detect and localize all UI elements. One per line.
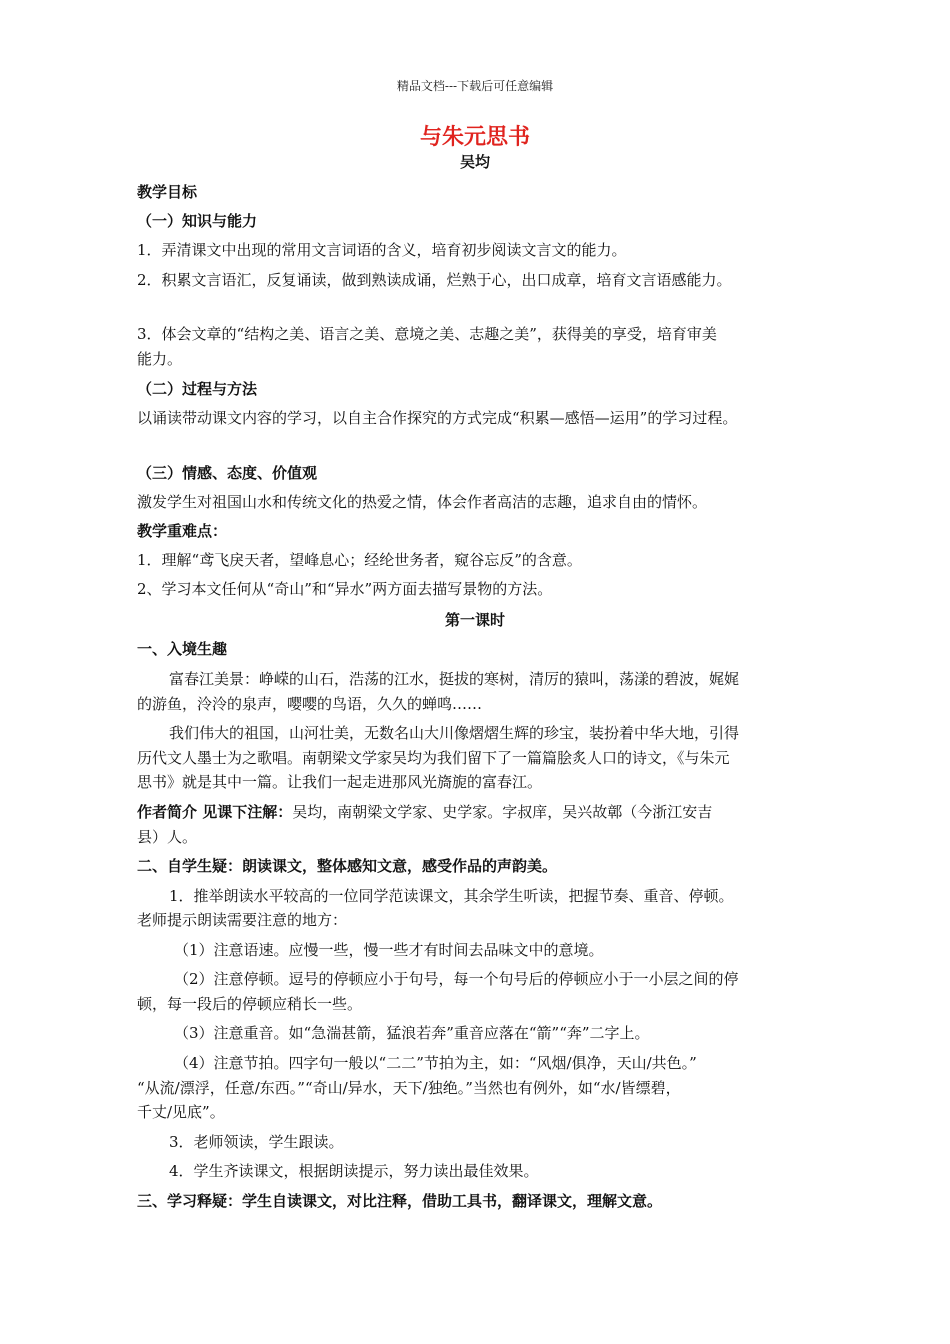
paragraph-line: 2．积累文言语汇，反复诵读，做到熟读成诵，烂熟于心，出口成章，培育文言语感能力。 xyxy=(137,271,732,289)
paragraph-line: （2）注意停顿。逗号的停顿应小于句号，每一个句号后的停顿应小于一小层之间的停 xyxy=(174,970,739,988)
author-intro-line xyxy=(137,801,817,823)
author-intro-text: 吴均，南朝梁文学家、史学家。字叔庠，吴兴故鄣（今浙江安吉 xyxy=(292,803,713,821)
paragraph-line: 顿，每一段后的停顿应稍长一些。 xyxy=(137,995,363,1013)
paragraph-line: （3）注意重音。如“急湍甚箭，猛浪若奔”重音应落在“箭”“奔”二字上。 xyxy=(174,1024,650,1042)
paragraph-line: 1．推举朗读水平较高的一位同学范读课文，其余学生听读，把握节奏、重音、停顿。 xyxy=(169,887,734,905)
paragraph-line: 1．理解“鸢飞戾天者，望峰息心；经纶世务者，窥谷忘反”的含意。 xyxy=(137,551,582,569)
paragraph-line: 县）人。 xyxy=(137,828,198,846)
page-header: 精品文档---下载后可任意编辑 xyxy=(396,79,554,93)
section-heading: 教学目标 xyxy=(137,183,198,201)
paragraph-line: 老师提示朗读需要注意的地方： xyxy=(137,911,348,929)
paragraph-line: 3．体会文章的“结构之美、语言之美、意境之美、志趣之美”，获得美的享受，培育审美 xyxy=(137,325,717,343)
paragraph-line: （4）注意节拍。四字句一般以“二二”节拍为主，如：“风烟/俱净，天山/共色。” xyxy=(174,1054,697,1072)
paragraph-line: 4．学生齐读课文，根据朗读提示，努力读出最佳效果。 xyxy=(169,1162,539,1180)
paragraph-line: 以诵读带动课文内容的学习，以自主合作探究的方式完成“积累—感悟—运用”的学习过程。 xyxy=(137,409,738,427)
paragraph-line: 我们伟大的祖国，山河壮美，无数名山大川像熠熠生辉的珍宝，装扮着中华大地，引得 xyxy=(169,724,740,742)
subsection-heading: （二）过程与方法 xyxy=(137,380,258,398)
subsection-heading: （三）情感、态度、价值观 xyxy=(137,464,318,482)
author-intro-label: 作者简介 见课下注解： xyxy=(137,803,293,821)
paragraph-line: 千丈/见底”。 xyxy=(137,1103,225,1121)
paragraph-line: 1．弄清课文中出现的常用文言词语的含义，培育初步阅读文言文的能力。 xyxy=(137,241,627,259)
section-heading: 一、入境生趣 xyxy=(137,640,228,658)
paragraph-line: 3．老师领读，学生跟读。 xyxy=(169,1133,344,1151)
paragraph-line: 富春江美景：峥嵘的山石，浩荡的江水，挺拔的寒树，清厉的猿叫，荡漾的碧波，娓娓 xyxy=(169,670,740,688)
paragraph-line: 激发学生对祖国山水和传统文化的热爱之情，体会作者高洁的志趣，追求自由的情怀。 xyxy=(137,493,708,511)
paragraph-line: 2、学习本文任何从“奇山”和“异水”两方面去描写景物的方法。 xyxy=(137,580,553,598)
subsection-heading: （一）知识与能力 xyxy=(137,212,258,230)
section-heading: 教学重难点： xyxy=(137,522,228,540)
paragraph-line: 思书》就是其中一篇。让我们一起走进那风光旖旎的富春江。 xyxy=(137,773,543,791)
paragraph-line: 历代文人墨士为之歌唱。南朝梁文学家吴均为我们留下了一篇篇脍炙人口的诗文，《与朱元 xyxy=(137,749,730,767)
section-heading: 三、学习释疑：学生自读课文，对比注释，借助工具书，翻译课文，理解文意。 xyxy=(137,1192,663,1210)
paragraph-line: 的游鱼，泠泠的泉声，嘤嘤的鸟语，久久的蝉鸣…… xyxy=(137,695,483,713)
lesson-heading: 第一课时 xyxy=(444,611,505,629)
document-title: 与朱元思书 xyxy=(419,125,530,150)
section-heading: 二、自学生疑：朗读课文，整体感知文意，感受作品的声韵美。 xyxy=(137,857,558,875)
paragraph-line: （1）注意语速。应慢一些，慢一些才有时间去品味文中的意境。 xyxy=(174,941,604,959)
paragraph-line: “从流/漂浮，任意/东西。”“奇山/异水，天下/独绝。”当然也有例外，如“水/皆缥碧， xyxy=(137,1079,681,1097)
paragraph-line: 能力。 xyxy=(137,350,183,368)
document-author: 吴均 xyxy=(459,153,490,171)
